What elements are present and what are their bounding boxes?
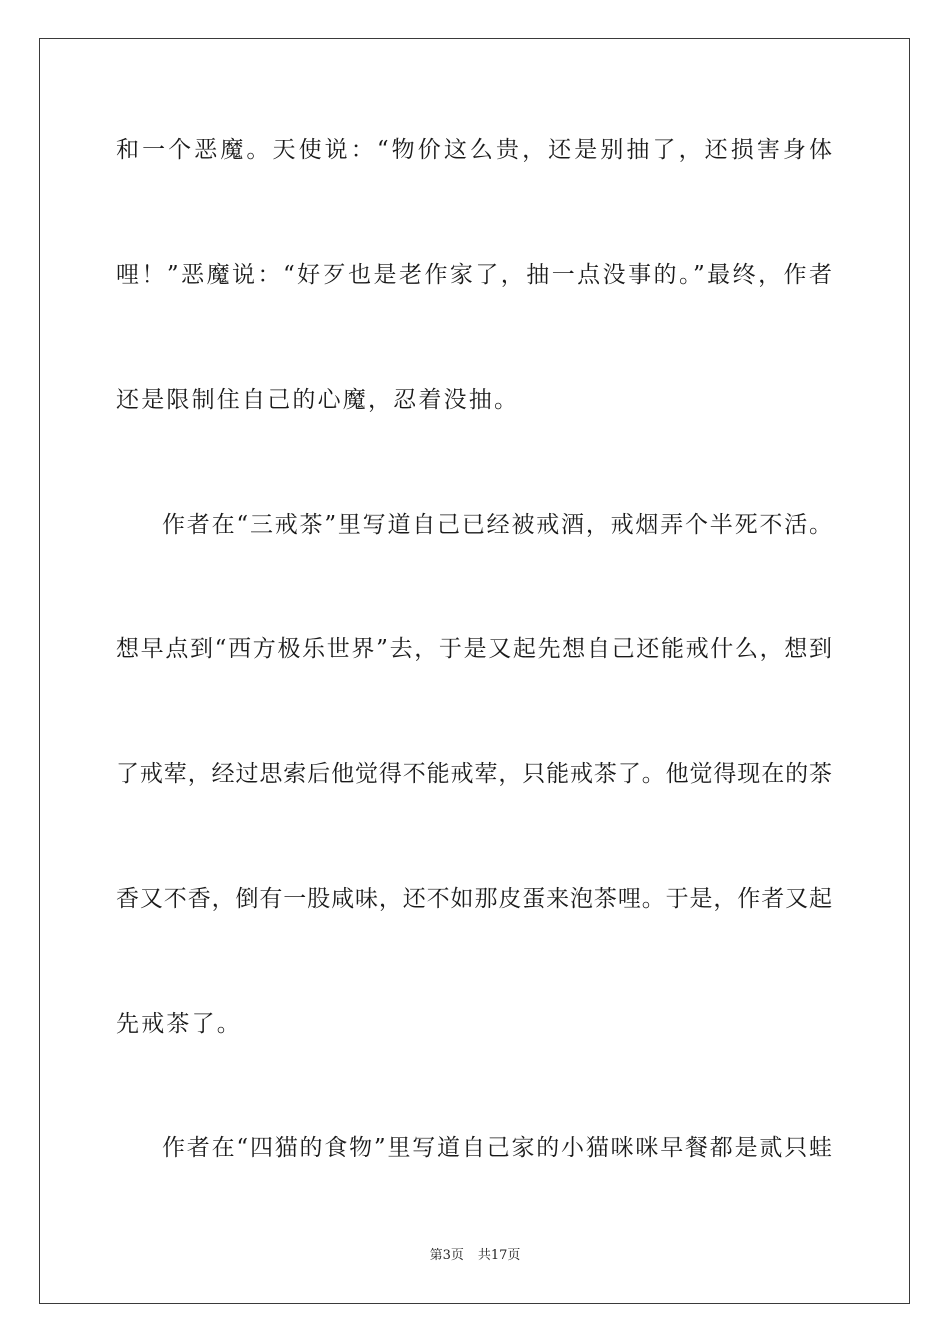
page-footer bbox=[0, 1247, 950, 1265]
text-line: 先戒茶了。 bbox=[116, 1011, 242, 1037]
text-line: 还是限制住自己的心魔，忍着没抽。 bbox=[116, 387, 520, 413]
text-line: 和一个恶魔。天使说：“物价这么贵，还是别抽了，还损害身体 bbox=[116, 137, 832, 163]
paragraph-first-line: 作者在“四猫的食物”里写道自己家的小猫咪咪早餐都是贰只蛙 bbox=[162, 1135, 832, 1161]
text-line: 了戒荤，经过思索后他觉得不能戒荤，只能戒茶了。他觉得现在的茶 bbox=[116, 761, 832, 787]
text-line: 想早点到“西方极乐世界”去，于是又起先想自己还能戒什么，想到 bbox=[116, 636, 832, 662]
text-line: 哩！”恶魔说：“好歹也是老作家了，抽一点没事的。”最终，作者 bbox=[116, 262, 832, 288]
page-border bbox=[39, 38, 910, 1304]
page-total: 共17页 bbox=[477, 1248, 521, 1263]
text-line: 香又不香，倒有一股咸味，还不如那皮蛋来泡茶哩。于是，作者又起 bbox=[116, 886, 832, 912]
page-number: 第3页 bbox=[429, 1248, 464, 1263]
paragraph-first-line: 作者在“三戒茶”里写道自己已经被戒酒，戒烟弄个半死不活。 bbox=[162, 512, 832, 538]
